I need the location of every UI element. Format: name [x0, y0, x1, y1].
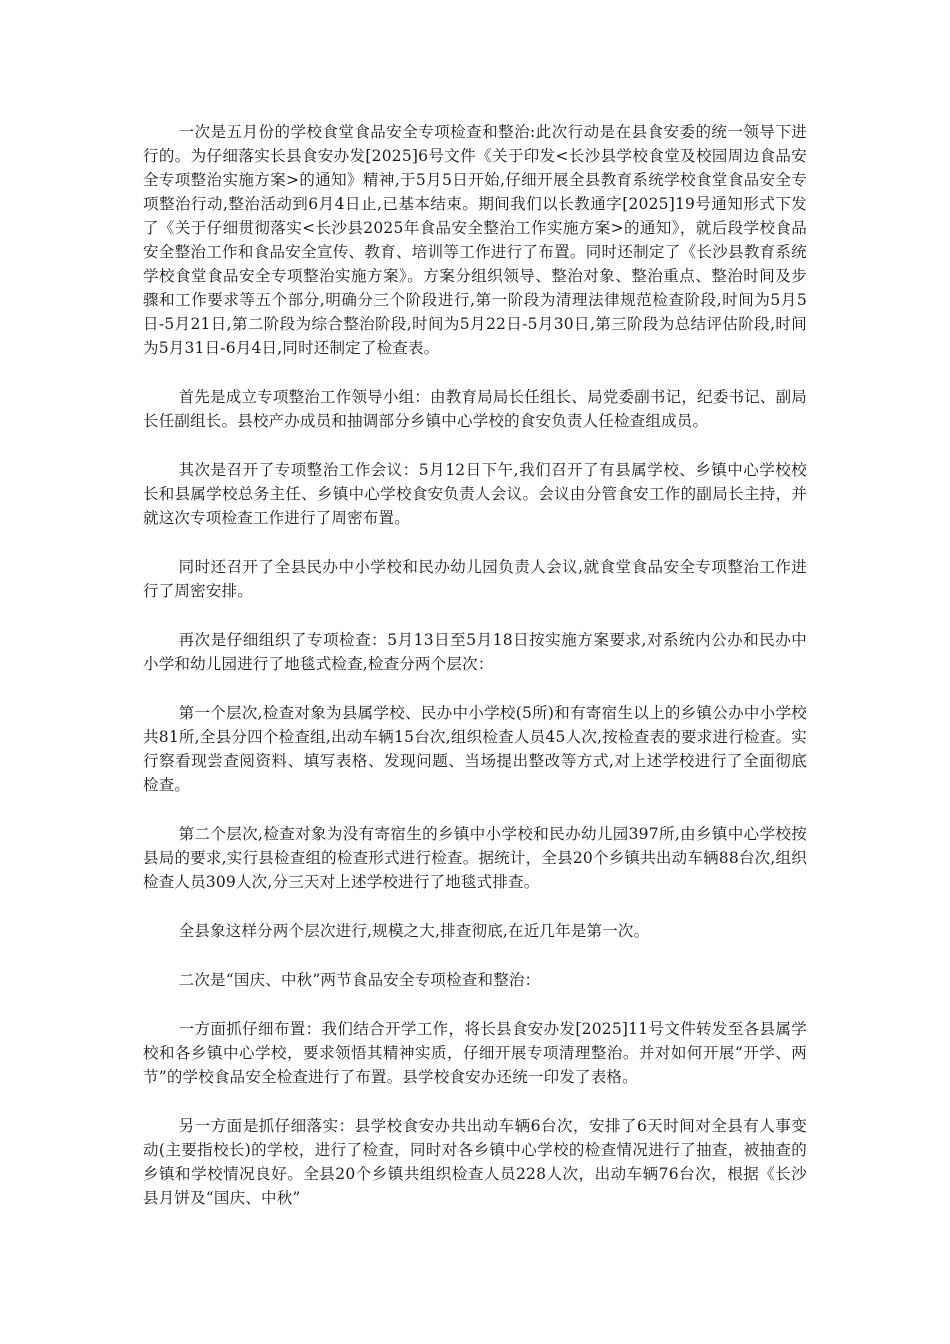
- paragraph: 第二个层次,检查对象为没有寄宿生的乡镇中小学校和民办幼儿园397所,由乡镇中心学校按县局的要求,实行县检查组的检查形式进行检查。据统计，全县20个乡镇共出动车辆88台次,组织检查人员309人次,分三天对上述学校进行了地毯式排查。: [143, 825, 807, 891]
- paragraph: 二次是“国庆、中秋”两节食品安全专项检查和整治：: [178, 971, 541, 989]
- paragraph: 全县象这样分两个层次进行,规模之大,排查彻底,在近几年是第一次。: [178, 922, 650, 940]
- paragraph: 同时还召开了全县民办中小学校和民办幼儿园负责人会议,就食堂食品安全专项整治工作进行了周密安排。: [143, 558, 807, 600]
- paragraph: 第一个层次,检查对象为县属学校、民办中小学校(5所)和有寄宿生以上的乡镇公办中小学校共81所,全县分四个检查组,出动车辆15台次,组织检查人员45人次,按检查表的要求进行检查。实行察看现尝查阅资料、填写表格、发现问题、当场提出整改等方式,对上述学校进行了全面彻底检查。: [143, 704, 807, 794]
- document-body: [143, 120, 807, 1235]
- paragraph: 其次是召开了专项整治工作会议：5月12日下午,我们召开了有县属学校、乡镇中心学校校长和县属学校总务主任、乡镇中心学校食安负责人会议。会议由分管食安工作的副局长主持，并就这次专项检查工作进行了周密布置。: [143, 461, 807, 527]
- paragraph: 另一方面是抓仔细落实：县学校食安办共出动车辆6台次，安排了6天时间对全县有人事变动(主要指校长)的学校，进行了检查，同时对各乡镇中心学校的检查情况进行了抽查，被抽查的乡镇和学校情况良好。全县20个乡镇共组织检查人员228人次，出动车辆76台次，根据《长沙县月饼及“国庆、中秋”: [143, 1117, 807, 1207]
- paragraph: 一方面抓仔细布置：我们结合开学工作，将长县食安办发[2025]11号文件转发至各县属学校和各乡镇中心学校，要求领悟其精神实质，仔细开展专项清理整治。并对如何开展“开学、两节”的学校食品安全检查进行了布置。县学校食安办还统一印发了表格。: [143, 1020, 807, 1086]
- paragraph: 首先是成立专项整治工作领导小组：由教育局局长任组长、局党委副书记，纪委书记、副局长任副组长。县校产办成员和抽调部分乡镇中心学校的食安负责人任检查组成员。: [143, 388, 807, 430]
- paragraph: 再次是仔细组织了专项检查：5月13日至5月18日按实施方案要求,对系统内公办和民办中小学和幼儿园进行了地毯式检查,检查分两个层次：: [143, 631, 807, 673]
- paragraph: 一次是五月份的学校食堂食品安全专项检查和整治:此次行动是在县食安委的统一领导下进行的。为仔细落实长县食安办发[2025]6号文件《关于印发<长沙县学校食堂及校园周边食品安全专项整治实施方案>的通知》精神,于5月5日开始,仔细开展全县教育系统学校食堂食品安全专项整治行动,整治活动到6月4日止,已基本结束。期间我们以长教通字[2025]19号通知形式下发了《关于仔细贯彻落实<长沙县2025年食品安全整治工作实施方案>的通知》，就后段学校食品安全整治工作和食品安全宣传、教育、培训等工作进行了布置。同时还制定了《长沙县教育系统学校食堂食品安全专项整治实施方案》。方案分组织领导、整治对象、整治重点、整治时间及步骤和工作要求等五个部分,明确分三个阶段进行,第一阶段为清理法律规范检查阶段,时间为5月5日-5月21日,第二阶段为综合整治阶段,时间为5月22日-5月30日,第三阶段为总结评估阶段,时间为5月31日-6月4日,同时还制定了检查表。: [143, 123, 807, 357]
